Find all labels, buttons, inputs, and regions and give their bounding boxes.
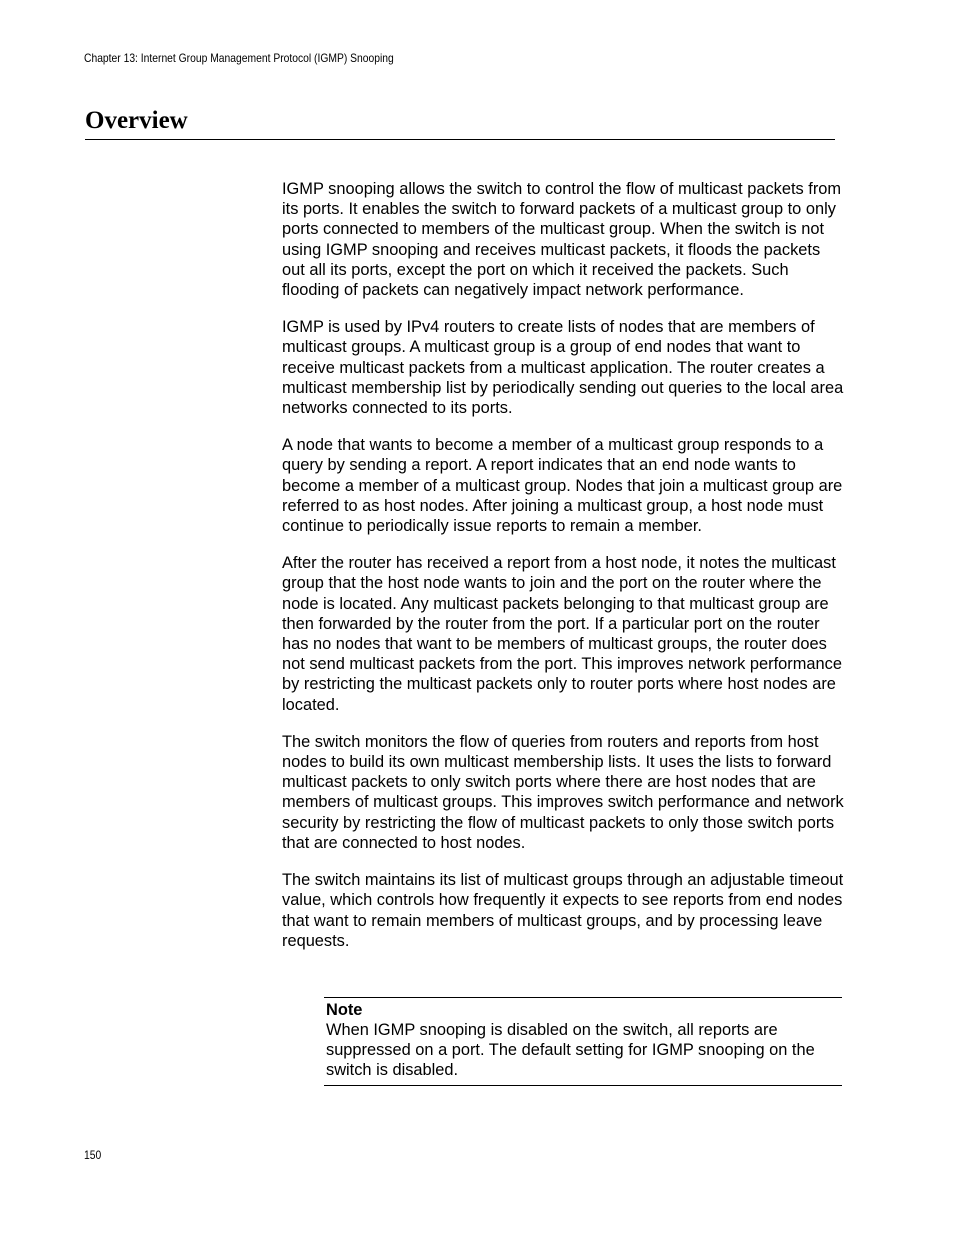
section-title: Overview [85, 107, 188, 134]
body-text [282, 179, 844, 968]
page-number: 150 [84, 1148, 102, 1162]
paragraph-igmp-snooping-intro: IGMP snooping allows the switch to control the flow of multicast packets from its ports. It enables the switch to forward packets of a multicast group to only ports connected to members of the multicast group. When the switch is not using IGMP snooping and receives multicast packets, it floods the packets out all its ports, except the port on which it received the packets. Such flooding of packets can negatively impact network performance. [282, 180, 842, 300]
paragraph-switch-monitoring: The switch monitors the flow of queries from routers and reports from host nodes to build its own multicast membership lists. It uses the lists to forward multicast packets to only switch ports where there are host nodes that are members of multicast groups. This improves switch performance and network security by restricting the flow of multicast packets to only those switch ports that are connected to host nodes. [282, 732, 844, 852]
note-label: Note [326, 1001, 363, 1019]
paragraph-igmp-routers: IGMP is used by IPv4 routers to create lists of nodes that are members of multicast groups. A multicast group is a group of end nodes that want to receive multicast packets from a multicast application. The router creates a multicast membership list by periodically sending out queries to the local area networks connected to its ports. [282, 318, 844, 418]
running-header: Chapter 13: Internet Group Management Protocol (IGMP) Snooping [84, 51, 394, 65]
note-box [324, 997, 842, 1086]
paragraph-timeout: The switch maintains its list of multicast groups through an adjustable timeout value, which controls how frequently it expects to see reports from end nodes that want to remain members of multicast groups, and by processing leave requests. [282, 871, 844, 950]
note-text: When IGMP snooping is disabled on the switch, all reports are suppressed on a port. The default setting for IGMP snooping on the switch is disabled. [326, 1021, 815, 1080]
paragraph-router-forwarding: After the router has received a report from a host node, it notes the multicast group that the host node wants to join and the port on the router where the node is located. Any multicast packets belonging to that multicast group are then forwarded by the router from the port. If a particular port on the router has no nodes that want to be members of multicast groups, the router does not send multicast packets from the port. This improves network performance by restricting the multicast packets only to router ports where host nodes are located. [282, 554, 842, 714]
title-rule [85, 139, 835, 140]
paragraph-node-report: A node that wants to become a member of a multicast group responds to a query by sending a report. A report indicates that an end node wants to become a member of a multicast group. Nodes that join a multicast group are referred to as host nodes. After joining a multicast group, a host node must continue to periodically issue reports to remain a member. [282, 436, 843, 536]
